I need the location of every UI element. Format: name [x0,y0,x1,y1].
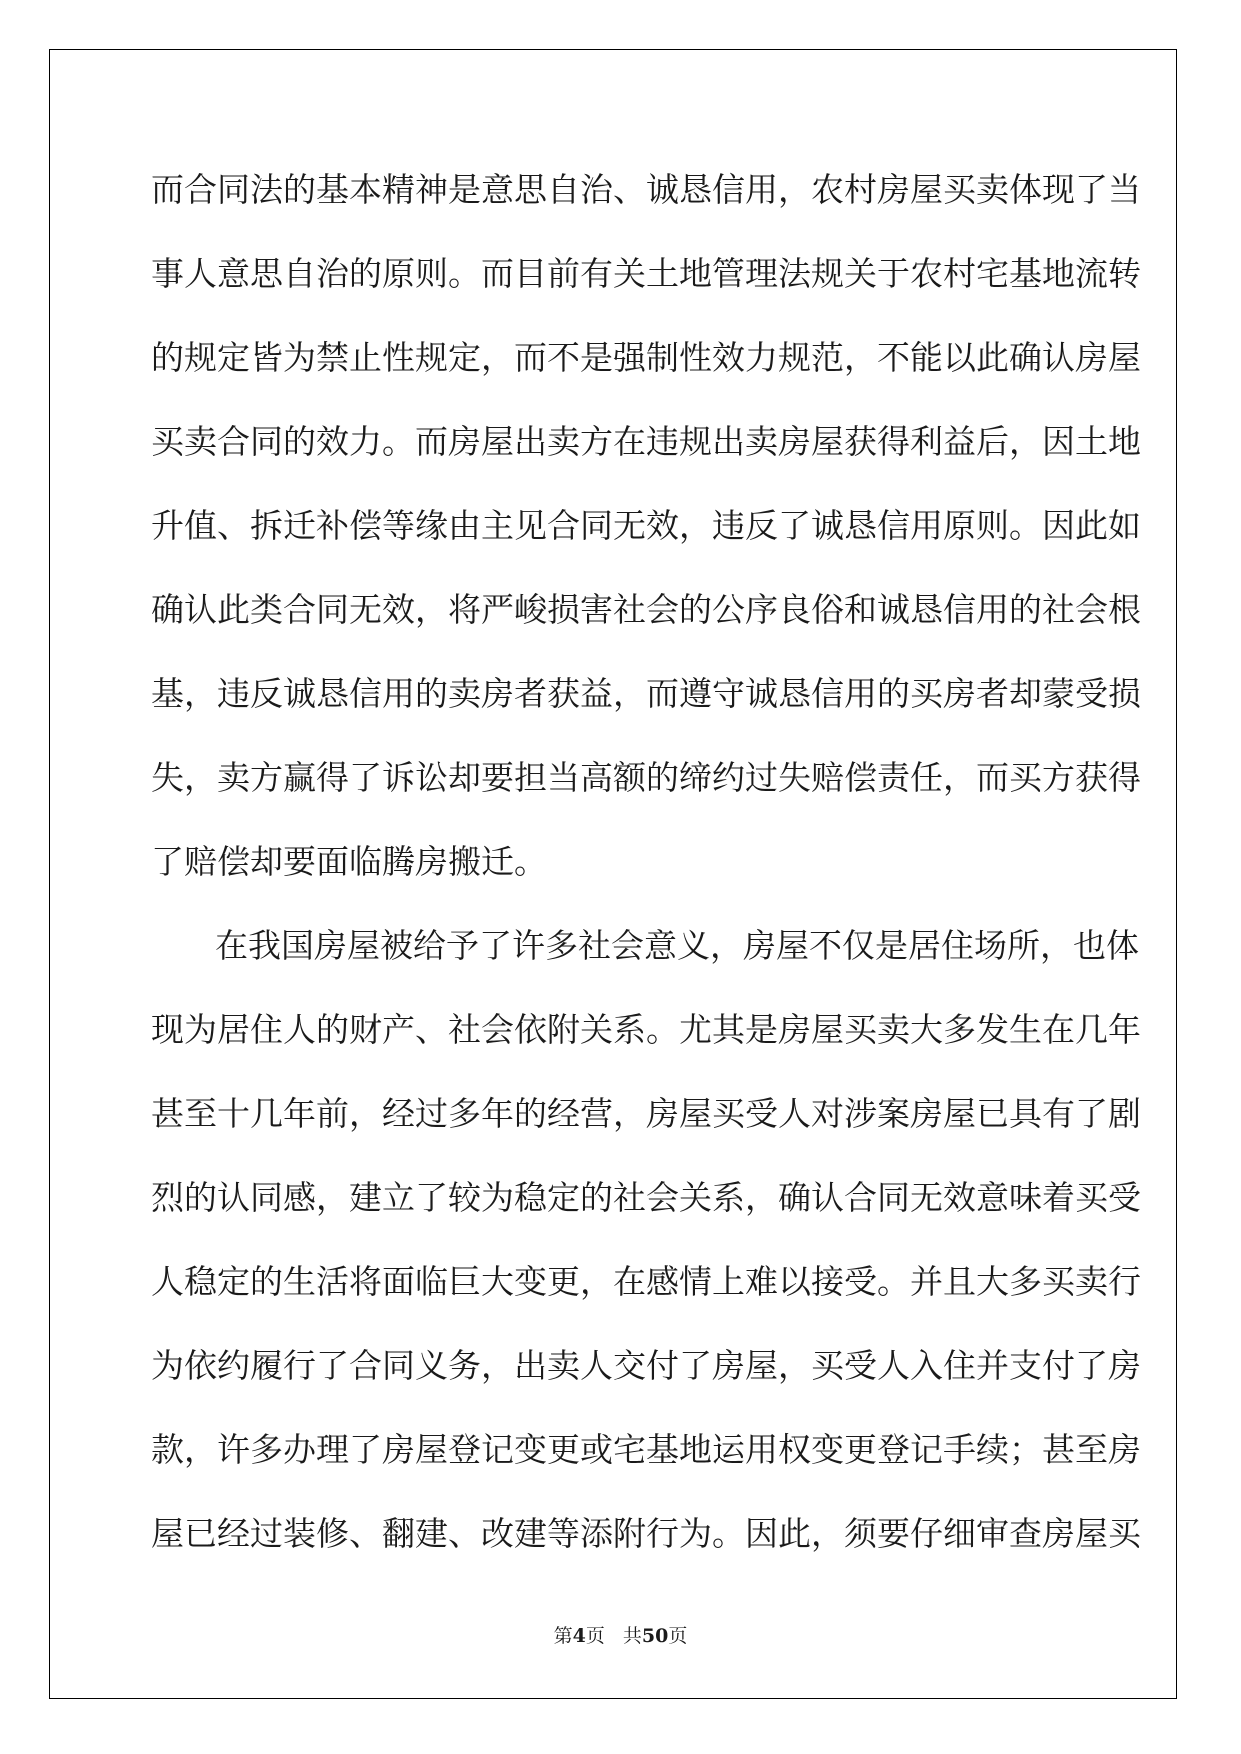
page-suffix: 页 [585,1625,605,1647]
paragraph-1-line-7: 基，违反诚恳信用的卖房者获益，而遵守诚恳信用的买房者却蒙受损 [151,674,1141,713]
page-number: 4 [572,1625,586,1647]
paragraph-2-line-6: 为依约履行了合同义务，出卖人交付了房屋，买受人入住并支付了房 [151,1346,1141,1385]
paragraph-1-line-6: 确认此类合同无效，将严峻损害社会的公序良俗和诚恳信用的社会根 [151,590,1141,629]
document-body [151,160,1141,1588]
paragraph-2-line-5: 人稳定的生活将面临巨大变更，在感情上难以接受。并且大多买卖行 [151,1262,1141,1301]
paragraph-2-line-4: 烈的认同感，建立了较为稳定的社会关系，确认合同无效意味着买受 [151,1178,1141,1217]
paragraph-2-line-1: 在我国房屋被给予了许多社会意义，房屋不仅是居住场所，也体 [215,926,1139,965]
paragraph-2-line-8: 屋已经过装修、翻建、改建等添附行为。因此，须要仔细审查房屋买 [151,1514,1141,1553]
paragraph-1-line-8: 失，卖方赢得了诉讼却要担当高额的缔约过失赔偿责任，而买方获得 [151,758,1141,797]
paragraph-1-line-9: 了赔偿却要面临腾房搬迁。 [151,842,547,881]
paragraph-2-line-3: 甚至十几年前，经过多年的经营，房屋买受人对涉案房屋已具有了剧 [151,1094,1141,1133]
paragraph-1-line-3: 的规定皆为禁止性规定，而不是强制性效力规范，不能以此确认房屋 [151,338,1141,377]
total-suffix: 页 [668,1625,688,1647]
paragraph-1-line-4: 买卖合同的效力。而房屋出卖方在违规出卖房屋获得利益后，因土地 [151,422,1141,461]
total-prefix: 共 [622,1625,642,1647]
paragraph-2-line-2: 现为居住人的财产、社会依附关系。尤其是房屋买卖大多发生在几年 [151,1010,1141,1049]
paragraph-1-line-2: 事人意思自治的原则。而目前有关土地管理法规关于农村宅基地流转 [151,254,1141,293]
page-footer [0,1622,1241,1650]
paragraph-2-line-7: 款，许多办理了房屋登记变更或宅基地运用权变更登记手续；甚至房 [151,1430,1141,1469]
total-pages: 50 [641,1625,669,1647]
paragraph-1-line-1: 而合同法的基本精神是意思自治、诚恳信用，农村房屋买卖体现了当 [151,170,1141,209]
paragraph-1-line-5: 升值、拆迁补偿等缘由主见合同无效，违反了诚恳信用原则。因此如 [151,506,1141,545]
page-prefix: 第 [553,1625,573,1647]
